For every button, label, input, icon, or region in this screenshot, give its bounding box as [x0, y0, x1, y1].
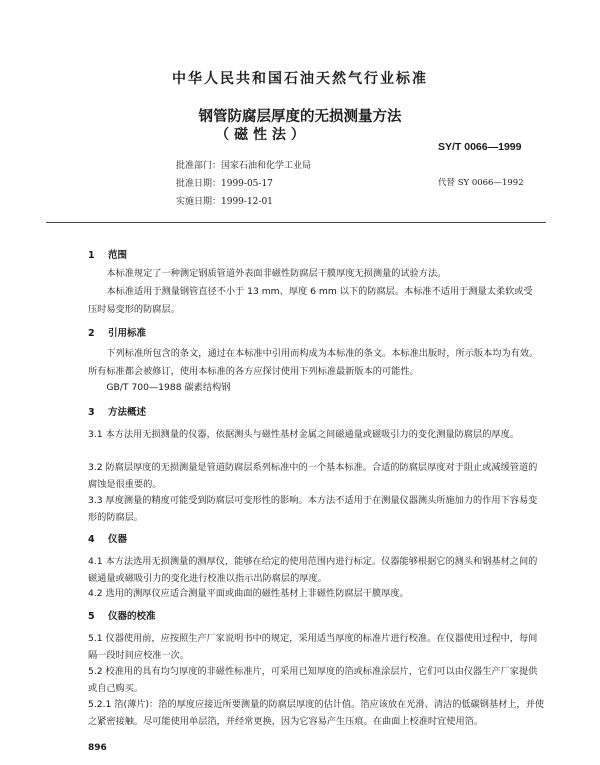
section-3-heading [88, 404, 146, 418]
clause-3-2: 3.2 防腐层厚度的无损测量是管道防腐层系列标准中的一个基本标准。合适的防腐层厚度对于阻止或减缓管道的腐蚀是很重要的。 [88, 462, 538, 490]
approval-department: 批准部门：国家石油和化学工业局 [176, 161, 312, 171]
section-title: 方法概述 [108, 407, 147, 418]
industry-standard-heading: 中华人民共和国石油天然气行业标准 [172, 71, 428, 87]
section-number: 4 [88, 534, 95, 545]
effective-date: 实施日期：1999-12-01 [176, 197, 273, 207]
clause-5-2: 5.2 校准用的具有均匀厚度的非磁性标准片，可采用已知厚度的箔或标准涂层片，它们可以由仪器生产厂家提供或自己购买。 [88, 666, 538, 694]
section-title: 引用标准 [108, 328, 147, 339]
section-number: 5 [88, 611, 95, 622]
section-5-heading [88, 608, 156, 622]
document-title: 钢管防腐层厚度的无损测量方法 [198, 109, 402, 125]
section-title: 范围 [108, 250, 128, 261]
clause-4-1: 4.1 本方法选用无损测量的测厚仪，能够在给定的使用范围内进行标定。仪器能够根据它的测头和钢基材之间的磁通量或磁吸引力的变化进行校准以指示出防腐层的厚度。 [88, 556, 538, 584]
document-subtitle: （ 磁 性 法 ） [215, 127, 305, 143]
replaces-standard: 代替 SY 0066—1992 [438, 178, 524, 188]
section-2-para-1: 下列标准所包含的条文，通过在本标准中引用而构成为本标准的条文。本标准出版时，所示版本均为有效。所有标准都会被修订，使用本标准的各方应探讨使用下列标准最新版本的可能性。 [88, 348, 539, 377]
section-1-para-1: 本标准规定了一种测定钢质管道外表面非磁性防腐层干膜厚度无损测量的试验方法。 [106, 268, 447, 279]
section-number: 3 [88, 407, 95, 418]
section-1-para-2: 本标准适用于测量钢管直径不小于 13 mm、厚度 6 mm 以下的防腐层。本标准不适用于测量太柔软或受压时易变形的防腐层。 [88, 286, 533, 315]
clause-5-1: 5.1 仪器使用前，应按照生产厂家说明书中的规定，采用适当厚度的标准片进行校准。在仪器使用过程中，每间隔一段时间应校准一次。 [88, 633, 538, 661]
clause-4-2: 4.2 选用的测厚仪应适合测量平面或曲面的磁性基材上非磁性防腐层干膜厚度。 [88, 588, 409, 599]
section-4-heading [88, 531, 127, 545]
section-number: 1 [88, 250, 95, 261]
section-2-reference: GB/T 700—1988 碳素结构钢 [106, 382, 231, 393]
section-title: 仪器 [108, 534, 128, 545]
clause-3-3: 3.3 厚度测量的精度可能受到防腐层可变形性的影响。本方法不适用于在测量仪器测头所施加力的作用下容易变形的防腐层。 [88, 495, 538, 523]
page-number: 896 [88, 743, 107, 753]
clause-3-1: 3.1 本方法用无损测量的仪器，依据测头与磁性基材金属之间磁通量或磁吸引力的变化测量防腐层的厚度。 [88, 429, 519, 440]
header-divider [46, 222, 546, 223]
section-title: 仪器的校准 [108, 611, 156, 622]
section-2-heading [88, 325, 146, 339]
section-1-heading [88, 247, 127, 261]
section-number: 2 [88, 328, 95, 339]
clause-5-2-1: 5.2.1 箔(薄片)：箔的厚度应接近所要测量的防腐层厚度的估计值。箔应该放在光滑、清洁的低碳钢基材上，并使之紧密接触。尽可能使用单层箔，并经常更换，因为它容易产生压痕。在曲面上校准时宜使用箔。 [88, 699, 545, 727]
standard-number: SY/T 0066—1999 [438, 141, 522, 153]
approval-date: 批准日期：1999-05-17 [176, 179, 273, 189]
